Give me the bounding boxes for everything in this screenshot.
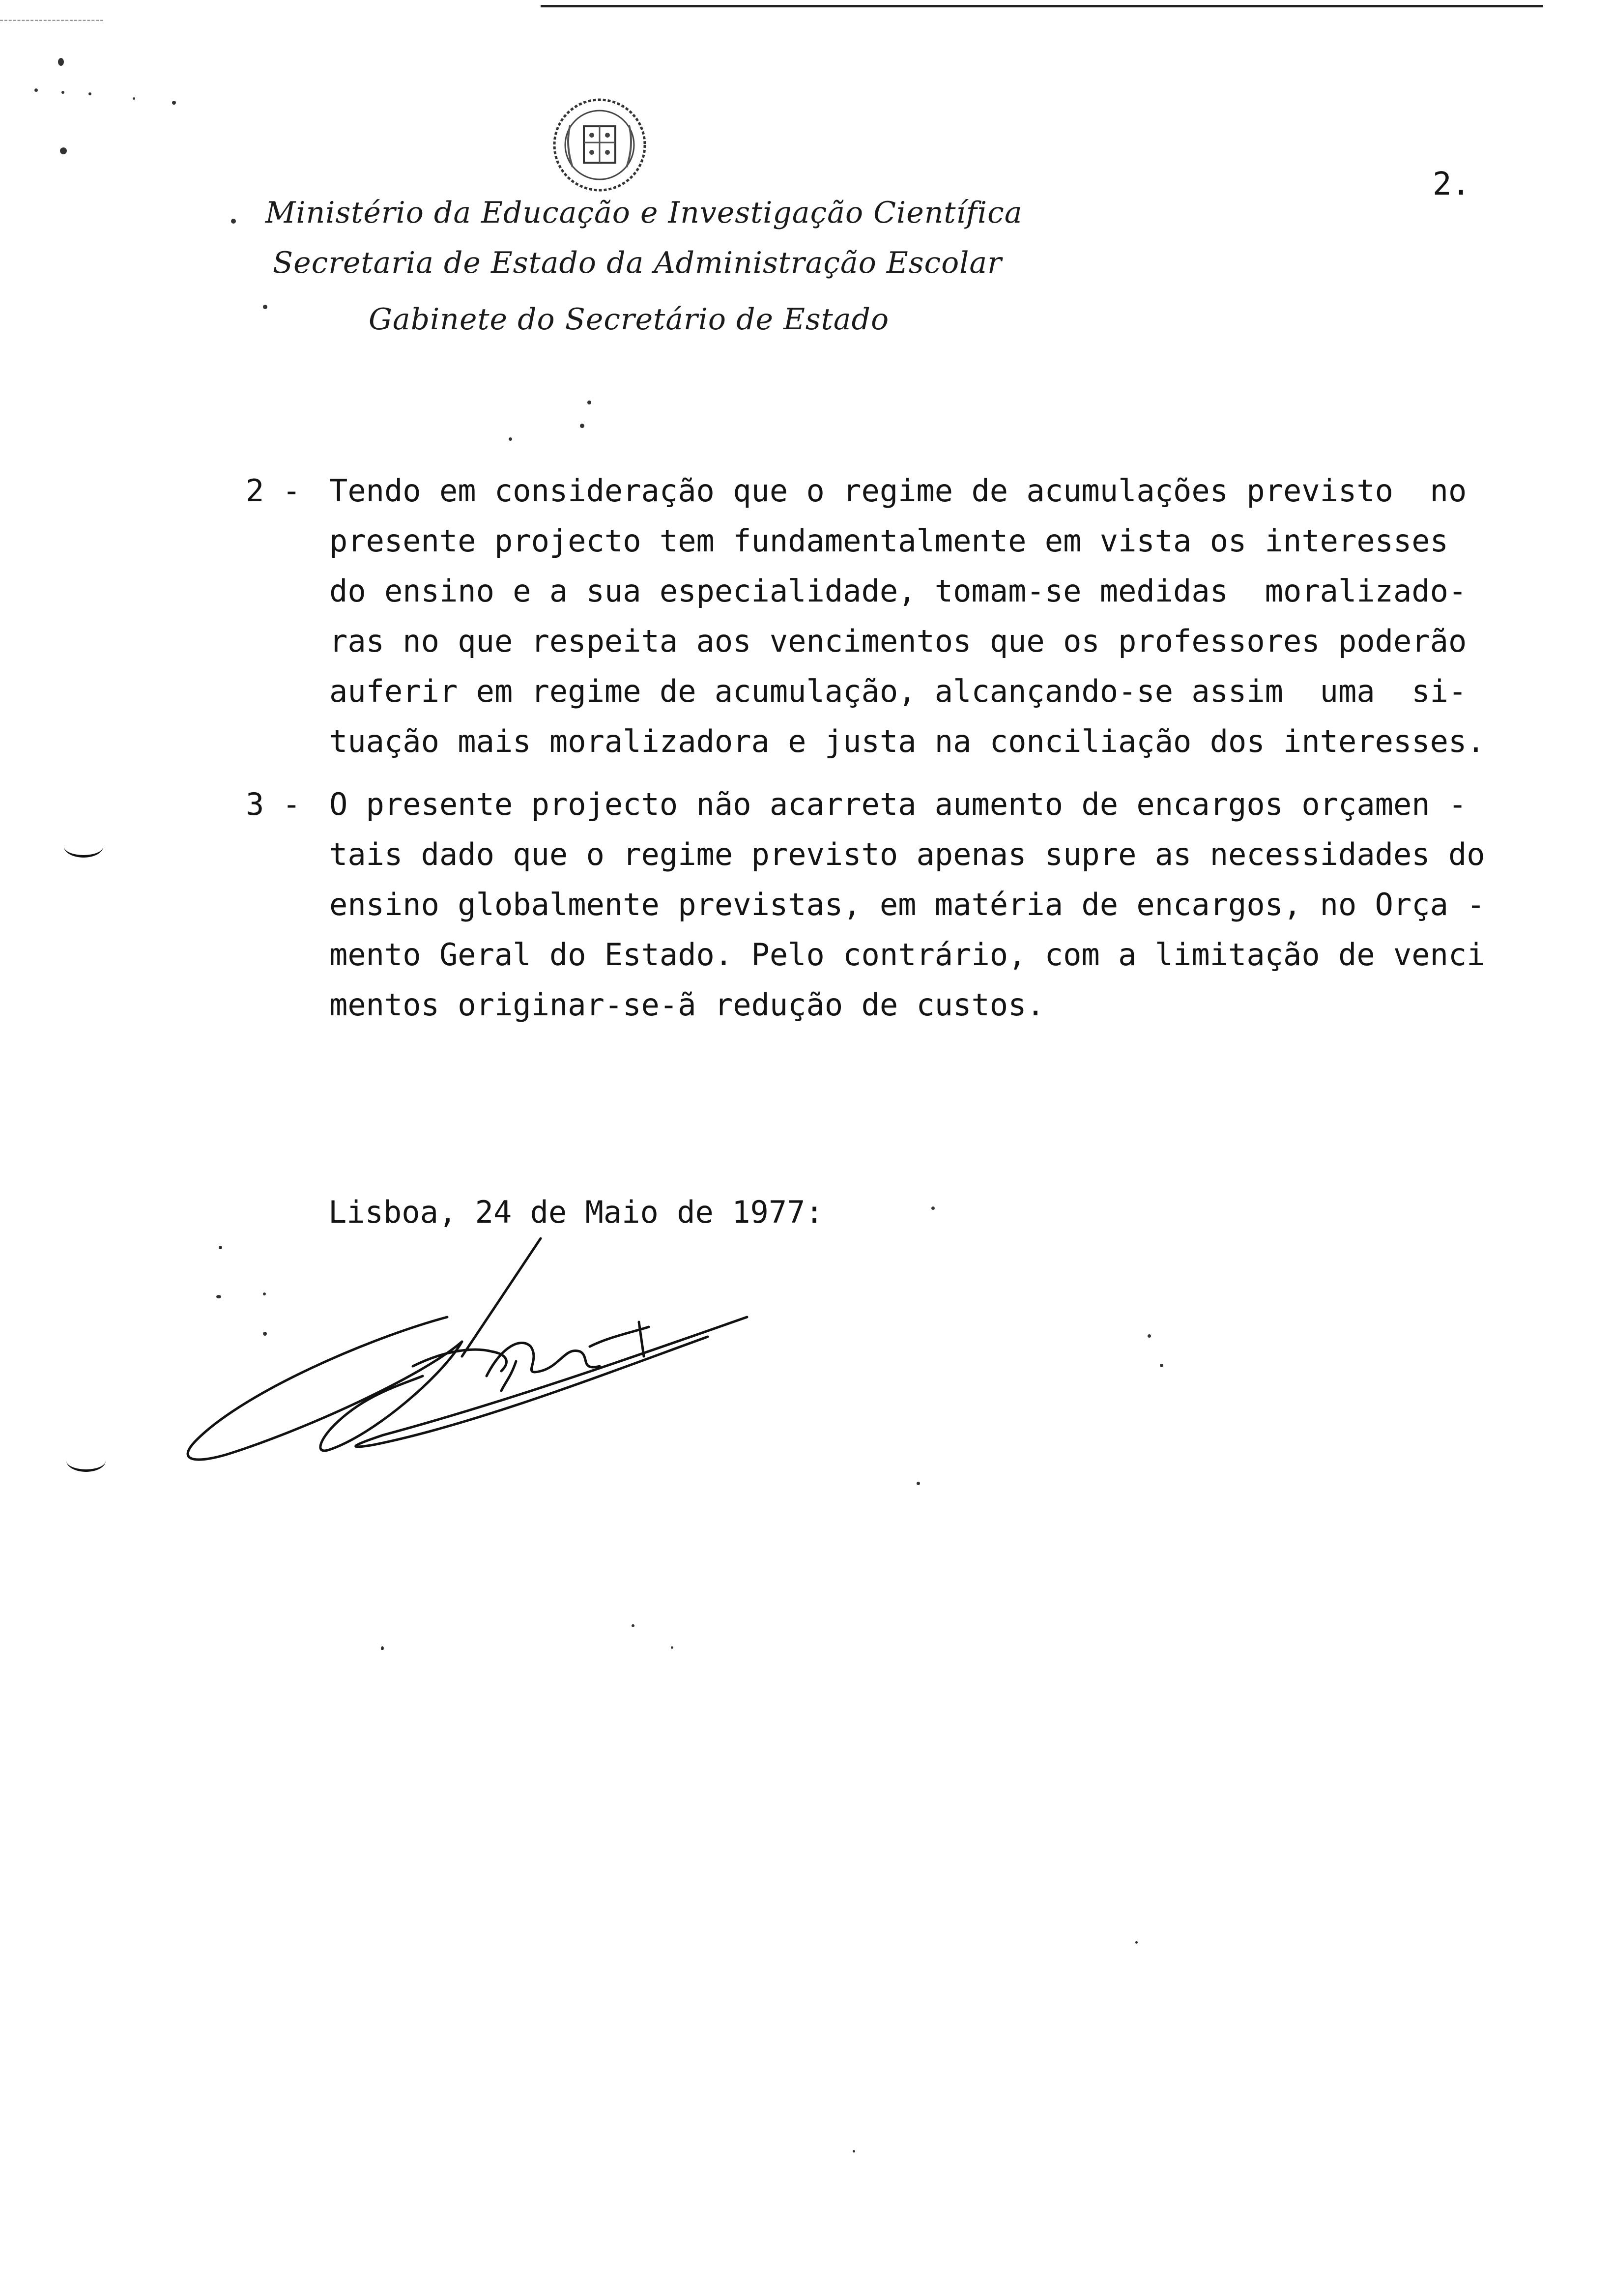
scan-speck — [133, 97, 135, 100]
letterhead-ministry: Ministério da Educação e Investigação Científica — [265, 196, 1023, 230]
paragraph-line: auferir em regime de acumulação, alcançando-se assim uma si- — [329, 673, 1467, 709]
paragraph-line: ensino globalmente previstas, em matéria de encargos, no Orça - — [329, 887, 1485, 922]
paragraph-line: Tendo em consideração que o regime de acumulações previsto no — [329, 473, 1467, 509]
scan-speck — [917, 1482, 920, 1485]
binding-mark — [66, 1450, 106, 1472]
scan-speck — [931, 1206, 935, 1210]
scan-speck — [231, 219, 236, 224]
date-line: Lisboa, 24 de Maio de 1977: — [328, 1194, 824, 1230]
page-number: 2. — [1433, 166, 1471, 202]
scan-speck — [509, 437, 512, 441]
scan-speck — [61, 91, 64, 94]
binding-mark — [64, 835, 103, 858]
scan-speck — [34, 88, 38, 92]
handwritten-signature — [167, 1229, 757, 1504]
scan-speck — [88, 92, 91, 95]
scan-speck — [1135, 1941, 1138, 1944]
paragraph-line: mento Geral do Estado. Pelo contrário, com a limitação de venci — [329, 937, 1485, 973]
paragraph-line: ras no que respeita aos vencimentos que os professores poderão — [329, 623, 1467, 659]
paragraph-number: 2 - — [246, 473, 301, 509]
paragraph-line: tuação mais moralizadora e justa na conciliação dos interesses. — [329, 723, 1485, 759]
paragraph-number: 3 - — [246, 786, 301, 822]
letterhead-cabinet: Gabinete do Secretário de Estado — [369, 302, 890, 337]
scan-speck — [263, 305, 267, 309]
scan-speck — [580, 424, 584, 428]
paragraph-line: mentos originar-se-ã redução de custos. — [329, 987, 1045, 1023]
scan-speck — [1148, 1334, 1151, 1338]
paragraph-line: tais dado que o regime previsto apenas supre as necessidades do — [329, 836, 1485, 872]
scan-speck — [60, 147, 67, 154]
scan-speck — [671, 1646, 673, 1649]
scan-speck — [381, 1646, 384, 1650]
coat-of-arms-seal — [550, 96, 649, 194]
scan-speck — [172, 101, 176, 105]
scan-speck — [853, 2150, 855, 2152]
paragraph-line: presente projecto tem fundamentalmente em vista os interesses — [329, 523, 1448, 559]
scan-speck — [58, 58, 64, 66]
scan-speck — [632, 1624, 634, 1627]
top-rule — [541, 5, 1543, 7]
scan-speck — [587, 401, 591, 404]
paragraph-line: O presente projecto não acarreta aumento de encargos orçamen - — [329, 786, 1467, 822]
paragraph-line: do ensino e a sua especialidade, tomam-se medidas moralizado- — [329, 573, 1467, 609]
letterhead-secretariat: Secretaria de Estado da Administração Escolar — [273, 246, 1002, 280]
scan-speck — [1160, 1364, 1163, 1367]
top-rule-fragment — [0, 20, 103, 23]
